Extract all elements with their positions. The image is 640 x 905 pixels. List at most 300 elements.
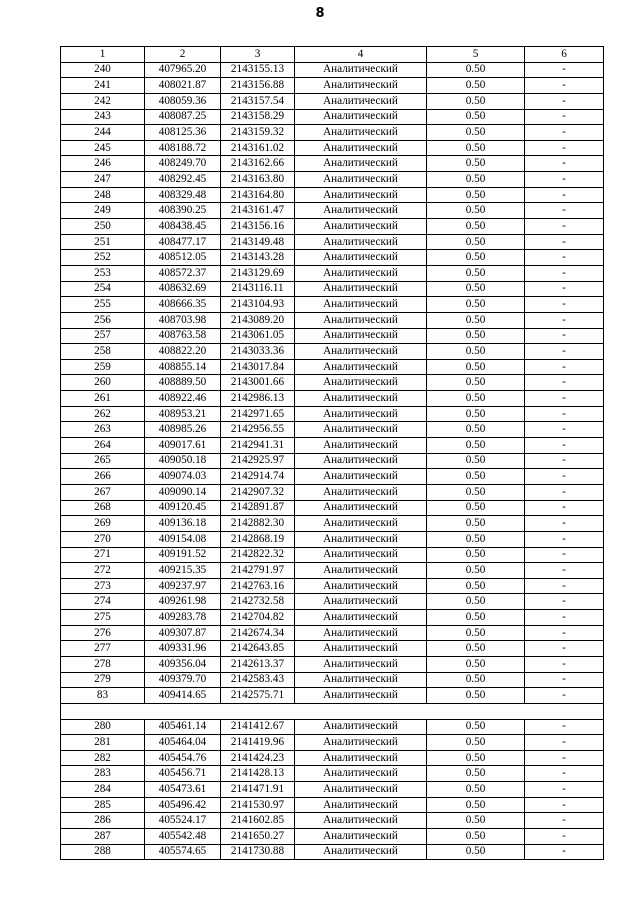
table-cell: 409379.70 bbox=[145, 672, 221, 688]
table-cell: 252 bbox=[61, 250, 145, 266]
table-cell: Аналитический bbox=[295, 594, 427, 610]
table-cell: Аналитический bbox=[295, 422, 427, 438]
table-row bbox=[61, 844, 604, 860]
table-cell: Аналитический bbox=[295, 219, 427, 235]
table-cell: 409154.08 bbox=[145, 531, 221, 547]
table-cell: 409237.97 bbox=[145, 578, 221, 594]
table-cell: 409331.96 bbox=[145, 641, 221, 657]
table-row bbox=[61, 594, 604, 610]
table-cell: 405496.42 bbox=[145, 797, 221, 813]
table-cell: 2143116.11 bbox=[221, 281, 295, 297]
table-cell: 265 bbox=[61, 453, 145, 469]
table-cell: - bbox=[525, 438, 604, 454]
table-cell: 409050.18 bbox=[145, 453, 221, 469]
table-cell: 257 bbox=[61, 328, 145, 344]
table-cell: 2143156.88 bbox=[221, 78, 295, 94]
table-cell: 250 bbox=[61, 219, 145, 235]
table-cell: 0.50 bbox=[427, 453, 525, 469]
table-cell: 2141650.27 bbox=[221, 829, 295, 845]
table-cell: 408632.69 bbox=[145, 281, 221, 297]
table-cell: 281 bbox=[61, 735, 145, 751]
table-cell: 0.50 bbox=[427, 594, 525, 610]
table-cell: - bbox=[525, 219, 604, 235]
table-row bbox=[61, 375, 604, 391]
table-cell: 408477.17 bbox=[145, 234, 221, 250]
table-row bbox=[61, 672, 604, 688]
table-row bbox=[61, 813, 604, 829]
table-cell: - bbox=[525, 406, 604, 422]
table-cell: Аналитический bbox=[295, 156, 427, 172]
table-cell: 2143161.02 bbox=[221, 140, 295, 156]
table-cell: 408125.36 bbox=[145, 125, 221, 141]
table-cell: 409090.14 bbox=[145, 484, 221, 500]
table-cell: Аналитический bbox=[295, 406, 427, 422]
table-cell: 409414.65 bbox=[145, 688, 221, 704]
table-row bbox=[61, 140, 604, 156]
table-cell: 278 bbox=[61, 656, 145, 672]
table-cell: 0.50 bbox=[427, 766, 525, 782]
table-cell: 0.50 bbox=[427, 750, 525, 766]
table-cell: 248 bbox=[61, 187, 145, 203]
table-cell: 269 bbox=[61, 516, 145, 532]
table-cell: Аналитический bbox=[295, 610, 427, 626]
table-row bbox=[61, 328, 604, 344]
table-cell: 263 bbox=[61, 422, 145, 438]
table-cell: - bbox=[525, 203, 604, 219]
table-cell: 249 bbox=[61, 203, 145, 219]
table-row bbox=[61, 500, 604, 516]
coordinates-table bbox=[60, 46, 604, 860]
table-cell: 405456.71 bbox=[145, 766, 221, 782]
table-cell: 0.50 bbox=[427, 344, 525, 360]
table-cell: 282 bbox=[61, 750, 145, 766]
table-cell: 407965.20 bbox=[145, 62, 221, 78]
table-cell: Аналитический bbox=[295, 641, 427, 657]
table-cell: 408953.21 bbox=[145, 406, 221, 422]
table-row bbox=[61, 281, 604, 297]
table-row bbox=[61, 547, 604, 563]
table-row bbox=[61, 62, 604, 78]
table-cell: Аналитический bbox=[295, 328, 427, 344]
table-row bbox=[61, 469, 604, 485]
table-cell: 0.50 bbox=[427, 297, 525, 313]
table-cell: 2143163.80 bbox=[221, 172, 295, 188]
table-cell: - bbox=[525, 62, 604, 78]
table-row bbox=[61, 484, 604, 500]
table-cell: 2143061.05 bbox=[221, 328, 295, 344]
table-row bbox=[61, 625, 604, 641]
table-cell: 286 bbox=[61, 813, 145, 829]
table-cell: 0.50 bbox=[427, 281, 525, 297]
table-row bbox=[61, 797, 604, 813]
table-cell: 0.50 bbox=[427, 312, 525, 328]
table-cell: 241 bbox=[61, 78, 145, 94]
table-cell: Аналитический bbox=[295, 625, 427, 641]
table-cell: - bbox=[525, 500, 604, 516]
table-cell: 268 bbox=[61, 500, 145, 516]
table-cell: Аналитический bbox=[295, 265, 427, 281]
table-cell: - bbox=[525, 281, 604, 297]
table-cell: 280 bbox=[61, 719, 145, 735]
table-cell: 2143157.54 bbox=[221, 93, 295, 109]
table-cell: - bbox=[525, 234, 604, 250]
table-cell: 0.50 bbox=[427, 93, 525, 109]
table-cell: 2141412.67 bbox=[221, 719, 295, 735]
table-row bbox=[61, 172, 604, 188]
table-row bbox=[61, 782, 604, 798]
table-cell: 2143089.20 bbox=[221, 312, 295, 328]
table-cell: 409136.18 bbox=[145, 516, 221, 532]
table-cell: 0.50 bbox=[427, 422, 525, 438]
table-row bbox=[61, 250, 604, 266]
table-cell: 408572.37 bbox=[145, 265, 221, 281]
table-cell: - bbox=[525, 594, 604, 610]
table-cell: 0.50 bbox=[427, 484, 525, 500]
table-cell: 408889.50 bbox=[145, 375, 221, 391]
table-cell: 0.50 bbox=[427, 172, 525, 188]
table-cell: 0.50 bbox=[427, 391, 525, 407]
column-header: 2 bbox=[145, 47, 221, 63]
table-cell: 408438.45 bbox=[145, 219, 221, 235]
table-cell: 262 bbox=[61, 406, 145, 422]
table-cell: 2142891.87 bbox=[221, 500, 295, 516]
table-cell: 258 bbox=[61, 344, 145, 360]
table-row bbox=[61, 187, 604, 203]
table-cell: 408763.58 bbox=[145, 328, 221, 344]
table-cell: Аналитический bbox=[295, 234, 427, 250]
table-cell: 0.50 bbox=[427, 187, 525, 203]
table-cell: 408703.98 bbox=[145, 312, 221, 328]
table-cell: Аналитический bbox=[295, 312, 427, 328]
table-cell: Аналитический bbox=[295, 829, 427, 845]
table-cell: 0.50 bbox=[427, 438, 525, 454]
table-row bbox=[61, 735, 604, 751]
table-cell: 255 bbox=[61, 297, 145, 313]
table-cell: Аналитический bbox=[295, 391, 427, 407]
column-header: 3 bbox=[221, 47, 295, 63]
table-cell: 2142613.37 bbox=[221, 656, 295, 672]
table-cell: 2143155.13 bbox=[221, 62, 295, 78]
table-cell: Аналитический bbox=[295, 297, 427, 313]
table-cell: 2142575.71 bbox=[221, 688, 295, 704]
table-cell: 2143162.66 bbox=[221, 156, 295, 172]
table-cell: - bbox=[525, 829, 604, 845]
table-cell: 0.50 bbox=[427, 140, 525, 156]
table-cell: 0.50 bbox=[427, 735, 525, 751]
table-cell: 277 bbox=[61, 641, 145, 657]
table-cell: - bbox=[525, 641, 604, 657]
table-cell: Аналитический bbox=[295, 359, 427, 375]
table-cell: - bbox=[525, 547, 604, 563]
table-cell: 0.50 bbox=[427, 328, 525, 344]
table-cell: 0.50 bbox=[427, 531, 525, 547]
table-cell: - bbox=[525, 109, 604, 125]
table-cell: 0.50 bbox=[427, 500, 525, 516]
column-header: 6 bbox=[525, 47, 604, 63]
table-cell: 247 bbox=[61, 172, 145, 188]
table-cell: - bbox=[525, 719, 604, 735]
table-cell: 409261.98 bbox=[145, 594, 221, 610]
table-cell: 2142732.58 bbox=[221, 594, 295, 610]
table-cell: 409283.78 bbox=[145, 610, 221, 626]
table-cell: 242 bbox=[61, 93, 145, 109]
table-cell: 2143017.84 bbox=[221, 359, 295, 375]
table-cell: - bbox=[525, 844, 604, 860]
table-row bbox=[61, 344, 604, 360]
table-cell: 2142763.16 bbox=[221, 578, 295, 594]
table-cell: 260 bbox=[61, 375, 145, 391]
table-cell: 0.50 bbox=[427, 78, 525, 94]
table-cell: 0.50 bbox=[427, 109, 525, 125]
table-cell: - bbox=[525, 265, 604, 281]
table-cell: 0.50 bbox=[427, 578, 525, 594]
table-cell: 408822.20 bbox=[145, 344, 221, 360]
empty-cell bbox=[61, 703, 604, 719]
table-cell: 408292.45 bbox=[145, 172, 221, 188]
table-cell: Аналитический bbox=[295, 187, 427, 203]
table-cell: 2141428.13 bbox=[221, 766, 295, 782]
table-cell: 0.50 bbox=[427, 813, 525, 829]
table-cell: 2142907.32 bbox=[221, 484, 295, 500]
table-cell: 276 bbox=[61, 625, 145, 641]
table-cell: 2143104.93 bbox=[221, 297, 295, 313]
table-cell: 0.50 bbox=[427, 672, 525, 688]
table-cell: 2142882.30 bbox=[221, 516, 295, 532]
table-cell: 408922.46 bbox=[145, 391, 221, 407]
table-cell: - bbox=[525, 688, 604, 704]
table-cell: 284 bbox=[61, 782, 145, 798]
table-cell: 408390.25 bbox=[145, 203, 221, 219]
table-cell: 409017.61 bbox=[145, 438, 221, 454]
table-cell: 408985.26 bbox=[145, 422, 221, 438]
table-cell: 266 bbox=[61, 469, 145, 485]
table-cell: Аналитический bbox=[295, 844, 427, 860]
table-cell: 2142674.34 bbox=[221, 625, 295, 641]
table-cell: 2143161.47 bbox=[221, 203, 295, 219]
table-cell: 405473.61 bbox=[145, 782, 221, 798]
table-cell: - bbox=[525, 359, 604, 375]
table-cell: Аналитический bbox=[295, 250, 427, 266]
table-cell: - bbox=[525, 578, 604, 594]
table-cell: 2141730.88 bbox=[221, 844, 295, 860]
table-cell: 267 bbox=[61, 484, 145, 500]
table-cell: 275 bbox=[61, 610, 145, 626]
table-cell: 0.50 bbox=[427, 469, 525, 485]
separator-row bbox=[61, 703, 604, 719]
table-cell: 2142583.43 bbox=[221, 672, 295, 688]
table-cell: 259 bbox=[61, 359, 145, 375]
table-cell: Аналитический bbox=[295, 563, 427, 579]
table-cell: - bbox=[525, 563, 604, 579]
table-cell: 245 bbox=[61, 140, 145, 156]
table-cell: Аналитический bbox=[295, 578, 427, 594]
table-cell: Аналитический bbox=[295, 62, 427, 78]
table-row bbox=[61, 125, 604, 141]
table-cell: - bbox=[525, 375, 604, 391]
table-cell: - bbox=[525, 813, 604, 829]
table-cell: 0.50 bbox=[427, 234, 525, 250]
table-row bbox=[61, 422, 604, 438]
table-cell: 0.50 bbox=[427, 797, 525, 813]
table-row bbox=[61, 719, 604, 735]
table-cell: 0.50 bbox=[427, 156, 525, 172]
table-cell: 240 bbox=[61, 62, 145, 78]
table-row bbox=[61, 563, 604, 579]
table-cell: 2143033.36 bbox=[221, 344, 295, 360]
table-cell: 0.50 bbox=[427, 406, 525, 422]
table-row bbox=[61, 265, 604, 281]
table-cell: Аналитический bbox=[295, 438, 427, 454]
table-row bbox=[61, 688, 604, 704]
table-cell: - bbox=[525, 391, 604, 407]
table-cell: - bbox=[525, 453, 604, 469]
table-cell: - bbox=[525, 672, 604, 688]
table-cell: 409356.04 bbox=[145, 656, 221, 672]
table-row bbox=[61, 531, 604, 547]
table-cell: Аналитический bbox=[295, 719, 427, 735]
table-cell: 2142914.74 bbox=[221, 469, 295, 485]
table-cell: - bbox=[525, 344, 604, 360]
table-cell: 405464.04 bbox=[145, 735, 221, 751]
table-cell: - bbox=[525, 156, 604, 172]
table-cell: 83 bbox=[61, 688, 145, 704]
table-row bbox=[61, 829, 604, 845]
table-cell: 279 bbox=[61, 672, 145, 688]
table-row bbox=[61, 219, 604, 235]
table-cell: 2143143.28 bbox=[221, 250, 295, 266]
table-cell: 264 bbox=[61, 438, 145, 454]
table-row bbox=[61, 516, 604, 532]
table-cell: Аналитический bbox=[295, 656, 427, 672]
table-cell: 0.50 bbox=[427, 516, 525, 532]
table-cell: 287 bbox=[61, 829, 145, 845]
table-cell: - bbox=[525, 656, 604, 672]
table-cell: 409191.52 bbox=[145, 547, 221, 563]
table-cell: 2142643.85 bbox=[221, 641, 295, 657]
table-cell: 405454.76 bbox=[145, 750, 221, 766]
table-cell: Аналитический bbox=[295, 735, 427, 751]
table-cell: - bbox=[525, 172, 604, 188]
table-cell: 409215.35 bbox=[145, 563, 221, 579]
table-cell: 246 bbox=[61, 156, 145, 172]
table-cell: 408249.70 bbox=[145, 156, 221, 172]
table-cell: 2142704.82 bbox=[221, 610, 295, 626]
column-header: 4 bbox=[295, 47, 427, 63]
table-cell: 2143164.80 bbox=[221, 187, 295, 203]
table-cell: 253 bbox=[61, 265, 145, 281]
table-cell: Аналитический bbox=[295, 813, 427, 829]
table-cell: 0.50 bbox=[427, 547, 525, 563]
table-row bbox=[61, 203, 604, 219]
table-cell: 2141602.85 bbox=[221, 813, 295, 829]
table-cell: 256 bbox=[61, 312, 145, 328]
table-cell: 408087.25 bbox=[145, 109, 221, 125]
table-cell: 405461.14 bbox=[145, 719, 221, 735]
table-cell: - bbox=[525, 610, 604, 626]
table-cell: 244 bbox=[61, 125, 145, 141]
table-cell: 0.50 bbox=[427, 375, 525, 391]
table-cell: 273 bbox=[61, 578, 145, 594]
table-cell: - bbox=[525, 469, 604, 485]
table-cell: - bbox=[525, 250, 604, 266]
table-cell: 0.50 bbox=[427, 844, 525, 860]
table-cell: 0.50 bbox=[427, 782, 525, 798]
table-row bbox=[61, 453, 604, 469]
table-cell: 408855.14 bbox=[145, 359, 221, 375]
table-row bbox=[61, 578, 604, 594]
table-cell: - bbox=[525, 531, 604, 547]
table-row bbox=[61, 641, 604, 657]
table-cell: Аналитический bbox=[295, 453, 427, 469]
table-cell: 0.50 bbox=[427, 656, 525, 672]
table-cell: 0.50 bbox=[427, 641, 525, 657]
table-cell: Аналитический bbox=[295, 78, 427, 94]
table-cell: 408329.48 bbox=[145, 187, 221, 203]
table-row bbox=[61, 766, 604, 782]
table-cell: Аналитический bbox=[295, 547, 427, 563]
table-cell: 2142868.19 bbox=[221, 531, 295, 547]
table-cell: 2143158.29 bbox=[221, 109, 295, 125]
table-cell: 2143149.48 bbox=[221, 234, 295, 250]
table-cell: 0.50 bbox=[427, 219, 525, 235]
table-cell: 0.50 bbox=[427, 250, 525, 266]
table-cell: 2142956.55 bbox=[221, 422, 295, 438]
table-cell: Аналитический bbox=[295, 797, 427, 813]
table-cell: 254 bbox=[61, 281, 145, 297]
table-row bbox=[61, 359, 604, 375]
table-cell: - bbox=[525, 297, 604, 313]
table-cell: - bbox=[525, 782, 604, 798]
table-cell: 2141471.91 bbox=[221, 782, 295, 798]
table-cell: 408512.05 bbox=[145, 250, 221, 266]
table-cell: Аналитический bbox=[295, 500, 427, 516]
table-cell: Аналитический bbox=[295, 281, 427, 297]
table-cell: Аналитический bbox=[295, 172, 427, 188]
table-cell: Аналитический bbox=[295, 516, 427, 532]
table-cell: - bbox=[525, 93, 604, 109]
table-cell: Аналитический bbox=[295, 125, 427, 141]
table-cell: - bbox=[525, 422, 604, 438]
table-cell: Аналитический bbox=[295, 484, 427, 500]
table-cell: 288 bbox=[61, 844, 145, 860]
table-cell: Аналитический bbox=[295, 766, 427, 782]
column-header: 1 bbox=[61, 47, 145, 63]
table-cell: 0.50 bbox=[427, 62, 525, 78]
table-cell: 405524.17 bbox=[145, 813, 221, 829]
table-row bbox=[61, 93, 604, 109]
table-cell: 2141424.23 bbox=[221, 750, 295, 766]
table-row bbox=[61, 391, 604, 407]
table-cell: 2141530.97 bbox=[221, 797, 295, 813]
table-cell: 0.50 bbox=[427, 625, 525, 641]
table-cell: - bbox=[525, 187, 604, 203]
table-row bbox=[61, 656, 604, 672]
table-row bbox=[61, 78, 604, 94]
table-cell: Аналитический bbox=[295, 140, 427, 156]
table-cell: - bbox=[525, 328, 604, 344]
table-cell: 2143129.69 bbox=[221, 265, 295, 281]
table-cell: Аналитический bbox=[295, 688, 427, 704]
table-cell: Аналитический bbox=[295, 672, 427, 688]
table-cell: 285 bbox=[61, 797, 145, 813]
table-body bbox=[61, 62, 604, 860]
table-cell: Аналитический bbox=[295, 469, 427, 485]
table-cell: - bbox=[525, 78, 604, 94]
column-header: 5 bbox=[427, 47, 525, 63]
table-cell: 405574.65 bbox=[145, 844, 221, 860]
table-cell: 0.50 bbox=[427, 688, 525, 704]
table-cell: 408021.87 bbox=[145, 78, 221, 94]
